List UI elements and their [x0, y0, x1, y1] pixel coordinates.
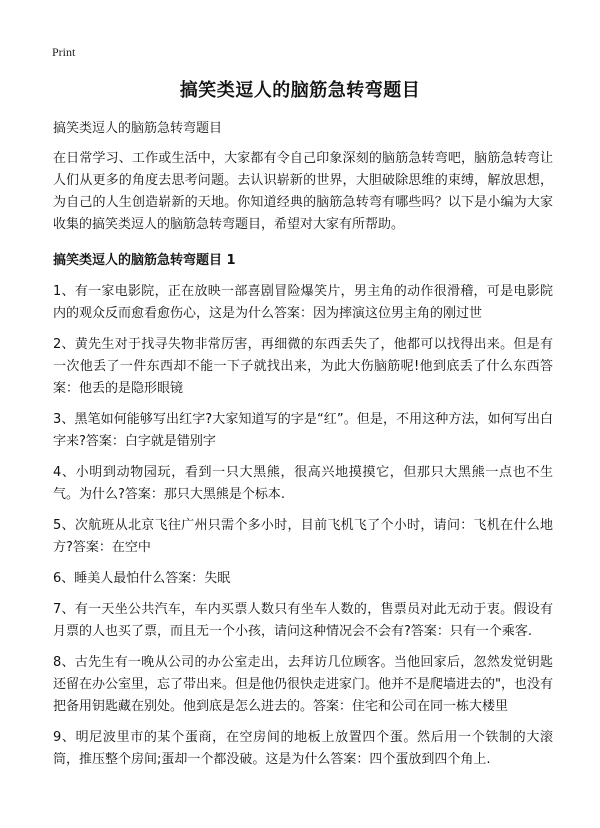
qa-item-9: 9、明尼波里市的某个蛋商，在空房间的地板上放置四个蛋。然后用一个铁制的大滚筒，推压整个房间;蛋却一个都没破。这是为什么答案：四个蛋放到四个角上.: [53, 730, 553, 767]
section-heading: 搞笑类逗人的脑筋急转弯题目 1: [53, 253, 236, 268]
document-title: 搞笑类逗人的脑筋急转弯题目: [179, 80, 421, 101]
qa-item-6: 6、睡美人最怕什么答案：失眠: [53, 571, 231, 586]
document-body: [53, 118, 553, 780]
qa-item-5: 5、次航班从北京飞往广州只需个多小时，目前飞机飞了个小时，请问：飞机在什么地方?答案：在空中: [53, 518, 553, 555]
qa-item-3: 3、黑笔如何能够写出红字?大家知道写的字是“红”。但是，不用这种方法，如何写出白字来?答案：白字就是错别字: [53, 412, 553, 449]
qa-item-1: 1、有一家电影院，正在放映一部喜剧冒险爆笑片，男主角的动作很滑稽，可是电影院内的观众反而愈看愈伤心，这是为什么答案：因为摔演这位男主角的刚过世: [53, 284, 553, 321]
qa-item-7: 7、有一天坐公共汽车，车内买票人数只有坐车人数的，售票员对此无动于衷。假设有月票的人也买了票，而且无一个小孩，请问这种情况会不会有?答案：只有一个乘客.: [53, 602, 553, 639]
document-subtitle: 搞笑类逗人的脑筋急转弯题目: [53, 121, 223, 136]
qa-item-4: 4、小明到动物园玩，看到一只大黑熊，很高兴地摸摸它，但那只大黑熊一点也不生气。为什么?答案：那只大黑熊是个标本.: [53, 465, 553, 502]
qa-item-2: 2、黄先生对于找寻失物非常厉害，再细微的东西丢失了，他都可以找得出来。但是有一次他丢了一件东西却不能一下子就找出来，为此大伤脑筋呢!他到底丢了什么东西答案：他丢的是隐形眼镜: [53, 337, 553, 396]
qa-item-8: 8、古先生有一晚从公司的办公室走出，去拜访几位顾客。当他回家后，忽然发觉钥匙还留在办公室里，忘了带出来。但是他仍很快走进家门。他并不是爬墙进去的"，也没有把备用钥匙藏在别处。他到底是怎么进去的。答案：住宅和公司在同一栋大楼里: [53, 655, 553, 714]
print-label: Print: [52, 45, 76, 59]
intro-paragraph: 在日常学习、工作或生活中，大家都有令自己印象深刻的脑筋急转弯吧，脑筋急转弯让人们从更多的角度去思考问题。去认识崭新的世界，大胆破除思维的束缚，解放思想，为自己的人生创造崭新的天地。你知道经典的脑筋急转弯有哪些吗？以下是小编为大家收集的搞笑类逗人的脑筋急转弯题目，希望对大家有所帮助。: [53, 151, 553, 232]
